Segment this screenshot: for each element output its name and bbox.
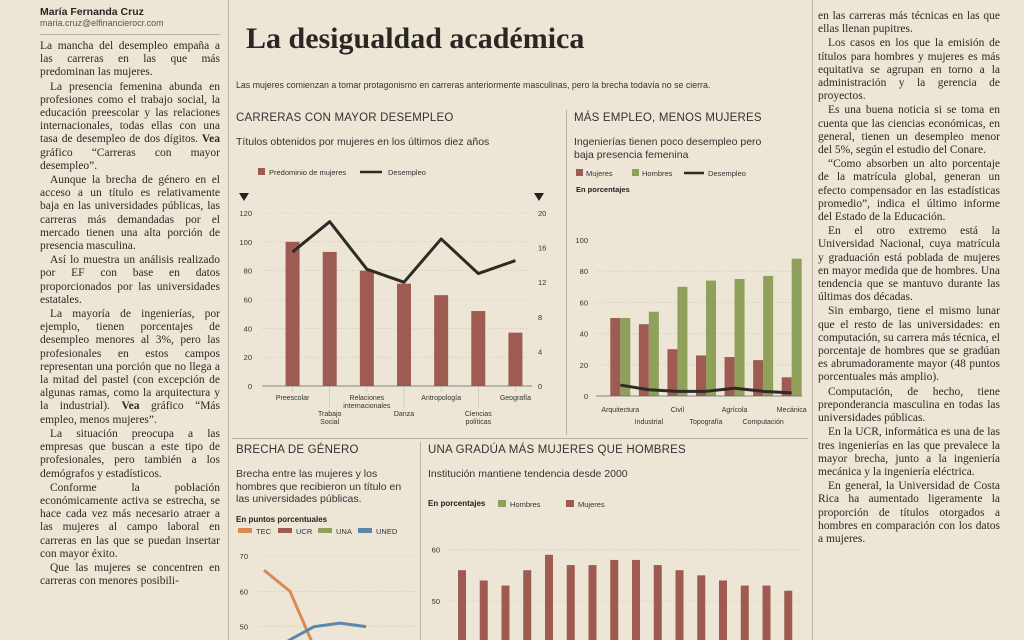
chart3-subtitle: Brecha entre las mujeres y los hombres que recibieron un título en las universidades públicas.	[236, 468, 402, 505]
bar-women	[667, 349, 677, 396]
vea-ref-label: Vea	[121, 400, 140, 413]
y-tick: 100	[575, 236, 588, 245]
legend-label: UCR	[296, 527, 313, 536]
bar-women	[567, 565, 575, 640]
legend-swatch-uned	[358, 528, 372, 533]
bar-women-share	[323, 252, 337, 386]
y-tick: 50	[431, 597, 440, 606]
bar-women	[610, 318, 620, 396]
paragraph: En la UCR, informática es una de las tres ingenierías en las que prevalece la mayor brecha, junto a la ingeniería mecánica y la ingeniería eléctrica.	[818, 426, 1000, 478]
paragraph: En el otro extremo está la Universidad Nacional, cuya matrícula y graduación está poblada de mujeres en mayor medida que de hombres. Una tendencia que se mantuvo durante las últimas dos décadas.	[818, 225, 1000, 304]
line-uned	[288, 623, 366, 640]
legend-swatch-women	[258, 168, 265, 175]
bar-men	[735, 279, 745, 396]
y-tick-right: 0	[538, 382, 543, 391]
paragraph: Sin embargo, tiene el mismo lunar que el resto de las universidades: en computación, su carrera más técnica, el porcentaje de hombres que se gradúan es abrumadoramente mayor (48 puntos porcentuales más amplio).	[818, 305, 1000, 384]
paragraph: Así lo muestra un análisis realizado por EF con base en datos proporcionados por las universidades estatales.	[40, 254, 220, 306]
bar-women-share	[508, 333, 522, 386]
chart3-svg	[232, 522, 418, 640]
x-category-label: Relaciones	[349, 395, 385, 402]
bar-women	[741, 586, 749, 640]
x-category-label: Arquitectura	[601, 407, 640, 414]
bar-women	[545, 555, 553, 640]
y-tick: 20	[579, 360, 588, 370]
bar-women	[784, 591, 792, 640]
bar-women	[676, 570, 684, 640]
y-tick-left: 0	[247, 382, 252, 391]
x-category-label: Mecánica	[776, 407, 807, 414]
left-axis-marker	[239, 193, 249, 201]
vea-ref-label: Vea	[201, 133, 220, 146]
y-tick-right: 20	[538, 209, 547, 218]
bar-women-share	[397, 284, 411, 386]
x-category-label: Agrícola	[721, 407, 748, 414]
chart4-svg	[424, 494, 808, 640]
legend-label: Hombres	[642, 169, 673, 178]
y-tick-left: 100	[239, 237, 252, 247]
vea-ref-text: gráfico “Carreras con mayor desempleo”.	[40, 146, 220, 172]
legend-swatch-men	[498, 500, 506, 507]
bar-women	[763, 586, 771, 640]
x-category-label: Geografía	[499, 395, 531, 402]
chart1-svg	[232, 160, 564, 435]
bar-men	[649, 312, 659, 396]
chart4-units: En porcentajes	[428, 499, 486, 508]
y-tick: 0	[583, 392, 588, 401]
paragraph: En general, la Universidad de Costa Rica ha aumentado ligeramente la proporción de títulos otorgados a hombres en comparación con los datos a mujeres.	[818, 480, 1000, 545]
bar-women-share	[434, 295, 448, 386]
bar-women-share	[360, 271, 374, 386]
vea-ref-text: gráfico “Más empleo, menos mujeres”.	[40, 400, 221, 426]
y-tick-right: 4	[538, 347, 543, 357]
y-tick: 70	[239, 552, 248, 561]
paragraph: Aunque la brecha de género en el acceso a un título es relativamente baja en las universidades públicas, las carreras más demandadas por el mercado tienen una alta porción de presencia masculina.	[40, 174, 220, 253]
x-category-label: Antropología	[421, 395, 461, 402]
right-axis-marker	[534, 193, 544, 201]
legend-swatch-ucr	[278, 528, 292, 533]
left-article-column	[40, 40, 220, 589]
bar-men	[677, 287, 687, 396]
legend-label: UNED	[376, 527, 398, 536]
bar-women-share	[286, 242, 300, 386]
bar-women	[480, 580, 488, 640]
y-tick-left: 80	[243, 266, 252, 276]
legend-swatch-una	[318, 528, 332, 533]
bar-women-share	[471, 311, 485, 386]
legend-label: TEC	[256, 527, 271, 536]
legend-label: Predominio de mujeres	[269, 168, 347, 177]
y-tick-right: 12	[538, 278, 547, 288]
chart1-subtitle: Títulos obtenidos por mujeres en los últimos diez años	[236, 136, 490, 148]
bar-men	[763, 276, 773, 396]
chart2-title: MÁS EMPLEO, MENOS MUJERES	[574, 112, 762, 124]
paragraph: La mayoría de ingenierías, por ejemplo, tienen porcentajes de desempleo menores al 3%, pero las profesionales en estos campos representan una porción que no llega a la mitad del pastel (con excepción de algunas ramas, como la arquitectura y la industrial). Vea gráfico “Más empleo, menos mujeres”.	[40, 308, 221, 426]
legend-label: Mujeres	[578, 500, 605, 509]
bar-women	[610, 560, 618, 640]
chart3-units: En puntos porcentuales	[236, 515, 328, 524]
paragraph: La mancha del desempleo empaña a las carreras en las que más predominan las mujeres.	[40, 40, 220, 79]
y-tick: 50	[239, 622, 248, 632]
y-tick-left: 120	[239, 209, 252, 218]
bar-men	[706, 281, 716, 396]
bar-women	[502, 586, 510, 640]
bar-women	[639, 324, 649, 396]
bar-women	[458, 570, 466, 640]
y-tick-left: 20	[243, 353, 252, 363]
byline	[40, 6, 220, 28]
bar-women	[523, 570, 531, 640]
paragraph: La presencia femenina abunda en profesiones como el trabajo social, la educación preescolar y las relaciones internacionales, todas ellas con una tasa de desempleo de dos dígitos. Vea gráfico “Carreras con mayor desempleo”.	[40, 80, 220, 172]
legend-label: Desempleo	[388, 168, 426, 177]
graphic-deck: Las mujeres comienzan a tomar protagonismo en carreras anteriormente masculinas, pero la brecha todavía no se cierra.	[236, 80, 711, 90]
bar-women	[632, 560, 640, 640]
paragraph: Los casos en los que la emisión de títulos para hombres y mujeres es más equitativa se agrupan en torno a la administración y la gerencia de proyectos.	[818, 37, 1000, 103]
chart3-title: BRECHA DE GÉNERO	[236, 444, 359, 456]
legend-label: Hombres	[510, 500, 541, 509]
bar-women	[697, 575, 705, 640]
right-article-column	[818, 10, 1000, 547]
paragraph: Conforme la población económicamente activa se estrecha, se hace cada vez más necesario atraer a las mujeres al campo laboral en carreras en las que se puedan insertar con mayor éxito.	[40, 481, 220, 560]
x-category-label: Ciencias	[464, 411, 492, 418]
y-tick-right: 8	[538, 312, 543, 322]
legend-swatch-men	[632, 169, 639, 176]
bar-women	[589, 565, 597, 640]
x-category-label: Social	[320, 419, 340, 426]
graphic-headline: La desigualdad académica	[246, 22, 585, 55]
legend-swatch-women	[576, 169, 583, 176]
author-email: maria.cruz@elfinancierocr.com	[40, 18, 164, 28]
bar-women	[719, 580, 727, 640]
x-category-label: Danza	[393, 411, 415, 418]
y-tick: 60	[431, 545, 440, 555]
paragraph: Que las mujeres se concentren en carreras con menores posibili-	[40, 561, 220, 588]
paragraph: “Como absorben un alto porcentaje de la matrícula global, generan un efecto compensador en las estadísticas promedio”, indica el último informe del Estado de la Educación.	[818, 158, 1000, 224]
x-category-label: Industrial	[634, 419, 664, 426]
x-category-label: Civil	[670, 407, 685, 414]
chart2-units: En porcentajes	[576, 185, 630, 194]
chart2-subtitle: Ingenierías tienen poco desempleo pero baja presencia femenina	[574, 136, 762, 161]
legend-swatch-women	[566, 500, 574, 507]
y-tick: 80	[579, 267, 588, 277]
y-tick: 60	[579, 298, 588, 308]
chart2-svg	[570, 162, 810, 437]
y-tick: 60	[239, 587, 248, 597]
bar-women	[654, 565, 662, 640]
x-category-label: internacionales	[343, 403, 391, 410]
legend-label: UNA	[336, 527, 352, 536]
bar-men	[792, 259, 802, 396]
x-category-label: Computación	[742, 419, 784, 426]
chart1-title: CARRERAS CON MAYOR DESEMPLEO	[236, 112, 454, 124]
x-category-label: Trabajo	[317, 411, 342, 418]
y-tick-left: 60	[243, 295, 252, 305]
paragraph: en las carreras más técnicas en las que ellas llenan pupitres.	[818, 10, 1000, 36]
paragraph: Computación, de hecho, tiene preponderancia masculina en todas las universidades públicas.	[818, 385, 1000, 425]
x-category-label: políticas	[465, 419, 492, 426]
chart4-title: UNA GRADÚA MÁS MUJERES QUE HOMBRES	[428, 444, 686, 456]
author-name: María Fernanda Cruz	[40, 6, 144, 18]
y-tick-right: 16	[538, 243, 547, 253]
legend-swatch-tec	[238, 528, 252, 533]
x-category-label: Preescolar	[275, 395, 310, 402]
y-tick-left: 40	[243, 324, 252, 334]
paragraph: Es una buena noticia si se toma en cuenta que las ciencias económicas, en general, tienen un desempleo menor del 5%, según el estudio del Conare.	[818, 104, 1000, 157]
chart4-subtitle: Institución mantiene tendencia desde 2000	[428, 468, 628, 480]
paragraph: La situación preocupa a las empresas que buscan a este tipo de profesionales, pero también a los demógrafos y estadísticos.	[40, 427, 220, 480]
legend-label: Desempleo	[708, 169, 746, 178]
legend-label: Mujeres	[586, 169, 613, 178]
y-tick: 40	[579, 329, 588, 339]
x-category-label: Topografía	[689, 419, 723, 426]
